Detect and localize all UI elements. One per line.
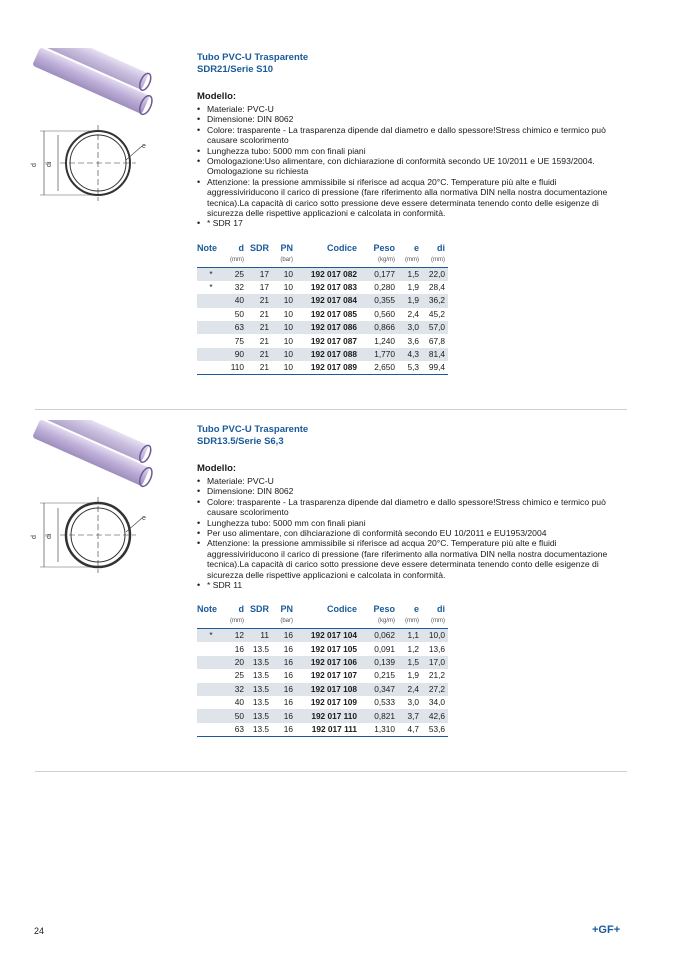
d-cell: 40 bbox=[225, 696, 247, 709]
weight-cell: 0,177 bbox=[360, 267, 398, 281]
d-cell: 90 bbox=[225, 348, 247, 361]
e-cell: 4,3 bbox=[398, 348, 422, 361]
list-item: • Materiale: PVC-U bbox=[197, 476, 627, 486]
e-cell: 5,3 bbox=[398, 361, 422, 375]
code-cell: 192 017 106 bbox=[296, 656, 360, 669]
column-header: e bbox=[414, 242, 420, 253]
weight-cell: 0,347 bbox=[360, 683, 398, 696]
code-cell: 192 017 086 bbox=[296, 321, 360, 334]
weight-cell: 1,770 bbox=[360, 348, 398, 361]
e-cell: 1,5 bbox=[398, 656, 422, 669]
weight-cell: 0,560 bbox=[360, 308, 398, 321]
cross-section-drawing bbox=[40, 125, 142, 201]
svg-text:d: d bbox=[31, 163, 38, 167]
sdr-cell: 21 bbox=[247, 361, 272, 375]
table-row bbox=[197, 656, 448, 669]
weight-cell: 0,355 bbox=[360, 294, 398, 307]
note-cell: * bbox=[197, 629, 225, 643]
note-cell bbox=[197, 334, 225, 347]
unit-cell bbox=[247, 615, 272, 628]
pn-cell: 16 bbox=[272, 696, 296, 709]
code-cell: 192 017 089 bbox=[296, 361, 360, 375]
table-row bbox=[197, 334, 448, 347]
e-cell: 1,1 bbox=[398, 629, 422, 643]
table-row bbox=[197, 629, 448, 643]
weight-cell: 0,280 bbox=[360, 281, 398, 294]
weight-cell: 0,091 bbox=[360, 642, 398, 655]
feature-list bbox=[197, 476, 627, 590]
spec-table bbox=[197, 243, 448, 375]
column-header: Peso bbox=[373, 242, 396, 253]
code-cell: 192 017 108 bbox=[296, 683, 360, 696]
cross-section-drawing bbox=[40, 497, 142, 573]
note-cell bbox=[197, 696, 225, 709]
pn-cell: 10 bbox=[272, 294, 296, 307]
code-cell: 192 017 083 bbox=[296, 281, 360, 294]
pn-cell: 10 bbox=[272, 281, 296, 294]
column-header: PN bbox=[280, 242, 294, 253]
di-cell: 22,0 bbox=[422, 267, 448, 281]
list-item: • Lunghezza tubo: 5000 mm con finali piani bbox=[197, 518, 627, 528]
model-label: Modello: bbox=[197, 91, 237, 102]
sdr-cell: 21 bbox=[247, 321, 272, 334]
sdr-cell: 21 bbox=[247, 348, 272, 361]
sdr-cell: 17 bbox=[247, 267, 272, 281]
di-cell: 13,6 bbox=[422, 642, 448, 655]
page-number: 24 bbox=[34, 926, 45, 936]
table-row bbox=[197, 281, 448, 294]
section-divider bbox=[35, 409, 627, 410]
column-header: d bbox=[238, 242, 244, 253]
table-row bbox=[197, 308, 448, 321]
product-content bbox=[197, 424, 627, 737]
svg-text:e: e bbox=[142, 143, 146, 150]
e-cell: 3,6 bbox=[398, 334, 422, 347]
unit-cell: (bar) bbox=[272, 615, 296, 628]
column-header: PN bbox=[280, 604, 294, 615]
d-cell: 25 bbox=[225, 669, 247, 682]
code-cell: 192 017 109 bbox=[296, 696, 360, 709]
di-cell: 57,0 bbox=[422, 321, 448, 334]
e-cell: 4,7 bbox=[398, 723, 422, 737]
weight-cell: 0,062 bbox=[360, 629, 398, 643]
note-cell bbox=[197, 294, 225, 307]
unit-cell: (mm) bbox=[225, 254, 247, 267]
d-cell: 50 bbox=[225, 709, 247, 722]
table-row bbox=[197, 723, 448, 737]
unit-cell: (mm) bbox=[398, 254, 422, 267]
di-cell: 17,0 bbox=[422, 656, 448, 669]
note-cell bbox=[197, 669, 225, 682]
column-header: Codice bbox=[327, 242, 358, 253]
note-cell bbox=[197, 642, 225, 655]
code-cell: 192 017 088 bbox=[296, 348, 360, 361]
note-cell bbox=[197, 361, 225, 375]
unit-cell: (kg/m) bbox=[360, 254, 398, 267]
pn-cell: 16 bbox=[272, 656, 296, 669]
list-item: • Colore: trasparente - La trasparenza dipende dal diametro e dallo spessore!Stress chimico e termico può causare scolorimento bbox=[197, 125, 627, 146]
pn-cell: 10 bbox=[272, 361, 296, 375]
spec-table bbox=[197, 604, 448, 736]
list-item: • Dimensione: DIN 8062 bbox=[197, 114, 627, 124]
unit-cell: (mm) bbox=[422, 615, 448, 628]
pn-cell: 10 bbox=[272, 334, 296, 347]
unit-cell bbox=[247, 254, 272, 267]
list-item: • Attenzione: la pressione ammissibile si riferisce ad acqua 20°C. Temperature più alte e fluidi aggressiviriducono il carico di pressione (fare riferimento alla normativa DIN nella nostra documentazione tecnica).La capacità di carico sotto pressione deve essere determinata tenendo conto delle esigenze di sicurezza delle rispettive applicazioni e calcolata in conformità. bbox=[197, 177, 627, 219]
sdr-cell: 13.5 bbox=[247, 669, 272, 682]
code-cell: 192 017 105 bbox=[296, 642, 360, 655]
unit-cell: (mm) bbox=[398, 615, 422, 628]
table-row bbox=[197, 683, 448, 696]
di-cell: 45,2 bbox=[422, 308, 448, 321]
sdr-cell: 21 bbox=[247, 294, 272, 307]
weight-cell: 0,215 bbox=[360, 669, 398, 682]
column-header: Peso bbox=[373, 604, 396, 615]
d-cell: 110 bbox=[225, 361, 247, 375]
e-cell: 1,9 bbox=[398, 281, 422, 294]
product-content bbox=[197, 52, 627, 375]
product-illustration bbox=[30, 48, 180, 223]
d-cell: 75 bbox=[225, 334, 247, 347]
unit-cell: (mm) bbox=[225, 615, 247, 628]
unit-cell: (bar) bbox=[272, 254, 296, 267]
di-cell: 28,4 bbox=[422, 281, 448, 294]
table-row bbox=[197, 696, 448, 709]
list-item: • Per uso alimentare, con dihciarazione di conformità secondo EU 10/2011 e EU1953/2004 bbox=[197, 528, 627, 538]
sdr-cell: 13.5 bbox=[247, 709, 272, 722]
table-row bbox=[197, 321, 448, 334]
table-row bbox=[197, 709, 448, 722]
e-cell: 1,9 bbox=[398, 669, 422, 682]
pn-cell: 10 bbox=[272, 308, 296, 321]
sdr-cell: 17 bbox=[247, 281, 272, 294]
product-title: Tubo PVC-U Trasparente bbox=[197, 424, 309, 435]
di-cell: 27,2 bbox=[422, 683, 448, 696]
pn-cell: 16 bbox=[272, 669, 296, 682]
d-cell: 12 bbox=[225, 629, 247, 643]
e-cell: 1,2 bbox=[398, 642, 422, 655]
list-item: • Dimensione: DIN 8062 bbox=[197, 486, 627, 496]
d-cell: 32 bbox=[225, 683, 247, 696]
weight-cell: 0,533 bbox=[360, 696, 398, 709]
pn-cell: 10 bbox=[272, 321, 296, 334]
e-cell: 1,5 bbox=[398, 267, 422, 281]
unit-cell bbox=[197, 615, 225, 628]
pn-cell: 16 bbox=[272, 642, 296, 655]
di-cell: 42,6 bbox=[422, 709, 448, 722]
note-cell bbox=[197, 709, 225, 722]
product-title: Tubo PVC-U Trasparente bbox=[197, 52, 309, 63]
di-cell: 34,0 bbox=[422, 696, 448, 709]
pn-cell: 16 bbox=[272, 723, 296, 737]
sdr-cell: 11 bbox=[247, 629, 272, 643]
code-cell: 192 017 082 bbox=[296, 267, 360, 281]
code-cell: 192 017 085 bbox=[296, 308, 360, 321]
note-cell: * bbox=[197, 267, 225, 281]
d-cell: 25 bbox=[225, 267, 247, 281]
svg-text:d: d bbox=[31, 535, 38, 539]
list-item: • Omologazione:Uso alimentare, con dichiarazione di conformità secondo UE 10/2011 e UE 1593/2004. Omologazione su richiesta bbox=[197, 156, 627, 177]
column-header: di bbox=[437, 242, 446, 253]
pn-cell: 16 bbox=[272, 683, 296, 696]
column-header: Note bbox=[197, 242, 217, 253]
pn-cell: 16 bbox=[272, 709, 296, 722]
weight-cell: 2,650 bbox=[360, 361, 398, 375]
column-header: Codice bbox=[327, 604, 358, 615]
e-cell: 2,4 bbox=[398, 683, 422, 696]
section-divider bbox=[35, 771, 627, 772]
list-item: • Materiale: PVC-U bbox=[197, 104, 627, 114]
d-cell: 63 bbox=[225, 723, 247, 737]
e-cell: 3,7 bbox=[398, 709, 422, 722]
pn-cell: 10 bbox=[272, 267, 296, 281]
di-cell: 10,0 bbox=[422, 629, 448, 643]
di-cell: 21,2 bbox=[422, 669, 448, 682]
code-cell: 192 017 110 bbox=[296, 709, 360, 722]
list-item: • Colore: trasparente - La trasparenza dipende dal diametro e dallo spessore!Stress chimico e termico può causare scolorimento bbox=[197, 497, 627, 518]
code-cell: 192 017 084 bbox=[296, 294, 360, 307]
weight-cell: 1,310 bbox=[360, 723, 398, 737]
column-header: SDR bbox=[250, 242, 270, 253]
product-subtitle: SDR13.5/Serie S6,3 bbox=[197, 435, 284, 447]
column-header: e bbox=[414, 604, 420, 615]
di-cell: 99,4 bbox=[422, 361, 448, 375]
feature-list bbox=[197, 104, 627, 229]
e-cell: 3,0 bbox=[398, 321, 422, 334]
pn-cell: 10 bbox=[272, 348, 296, 361]
weight-cell: 0,139 bbox=[360, 656, 398, 669]
unit-cell bbox=[296, 254, 360, 267]
di-cell: 67,8 bbox=[422, 334, 448, 347]
note-cell bbox=[197, 348, 225, 361]
d-cell: 20 bbox=[225, 656, 247, 669]
svg-text:di: di bbox=[46, 533, 53, 539]
d-cell: 50 bbox=[225, 308, 247, 321]
weight-cell: 1,240 bbox=[360, 334, 398, 347]
weight-cell: 0,821 bbox=[360, 709, 398, 722]
note-cell bbox=[197, 656, 225, 669]
sdr-cell: 13.5 bbox=[247, 696, 272, 709]
svg-text:di: di bbox=[46, 161, 53, 167]
sdr-cell: 21 bbox=[247, 308, 272, 321]
svg-text:e: e bbox=[142, 515, 146, 522]
column-header: SDR bbox=[250, 604, 270, 615]
unit-cell: (mm) bbox=[422, 254, 448, 267]
d-cell: 16 bbox=[225, 642, 247, 655]
list-item: • * SDR 17 bbox=[197, 218, 627, 228]
table-row bbox=[197, 642, 448, 655]
model-label: Modello: bbox=[197, 463, 237, 474]
sdr-cell: 13.5 bbox=[247, 656, 272, 669]
column-header: di bbox=[437, 604, 446, 615]
table-row bbox=[197, 361, 448, 375]
pipe-photo-icon bbox=[30, 48, 180, 218]
sdr-cell: 13.5 bbox=[247, 642, 272, 655]
column-header: d bbox=[238, 604, 244, 615]
note-cell bbox=[197, 723, 225, 737]
sdr-cell: 13.5 bbox=[247, 683, 272, 696]
unit-cell: (kg/m) bbox=[360, 615, 398, 628]
sdr-cell: 13.5 bbox=[247, 723, 272, 737]
product-illustration bbox=[30, 420, 180, 595]
product-subtitle: SDR21/Serie S10 bbox=[197, 63, 274, 75]
e-cell: 2,4 bbox=[398, 308, 422, 321]
note-cell: * bbox=[197, 281, 225, 294]
di-cell: 36,2 bbox=[422, 294, 448, 307]
d-cell: 40 bbox=[225, 294, 247, 307]
table-row bbox=[197, 294, 448, 307]
list-item: • Attenzione: la pressione ammissibile si riferisce ad acqua 20°C. Temperature più alte e fluidi aggressiviriducono il carico di pressione (fare riferimento alla normativa DIN nella nostra documentazione tecnica).La capacità di carico sotto pressione deve essere determinata tenendo conto delle esigenze di sicurezza delle rispettive applicazioni e calcolata in conformità. bbox=[197, 538, 627, 580]
d-cell: 63 bbox=[225, 321, 247, 334]
pipe-photo-icon bbox=[30, 420, 180, 590]
weight-cell: 0,866 bbox=[360, 321, 398, 334]
unit-cell bbox=[296, 615, 360, 628]
note-cell bbox=[197, 683, 225, 696]
d-cell: 32 bbox=[225, 281, 247, 294]
list-item: • * SDR 11 bbox=[197, 580, 627, 590]
pn-cell: 16 bbox=[272, 629, 296, 643]
e-cell: 3,0 bbox=[398, 696, 422, 709]
code-cell: 192 017 104 bbox=[296, 629, 360, 643]
code-cell: 192 017 107 bbox=[296, 669, 360, 682]
gf-logo: +GF+ bbox=[592, 924, 621, 936]
note-cell bbox=[197, 321, 225, 334]
table-row bbox=[197, 267, 448, 281]
sdr-cell: 21 bbox=[247, 334, 272, 347]
table-row bbox=[197, 348, 448, 361]
unit-cell bbox=[197, 254, 225, 267]
list-item: • Lunghezza tubo: 5000 mm con finali piani bbox=[197, 146, 627, 156]
di-cell: 81,4 bbox=[422, 348, 448, 361]
code-cell: 192 017 111 bbox=[296, 723, 360, 737]
note-cell bbox=[197, 308, 225, 321]
table-row bbox=[197, 669, 448, 682]
e-cell: 1,9 bbox=[398, 294, 422, 307]
di-cell: 53,6 bbox=[422, 723, 448, 737]
code-cell: 192 017 087 bbox=[296, 334, 360, 347]
column-header: Note bbox=[197, 604, 217, 615]
